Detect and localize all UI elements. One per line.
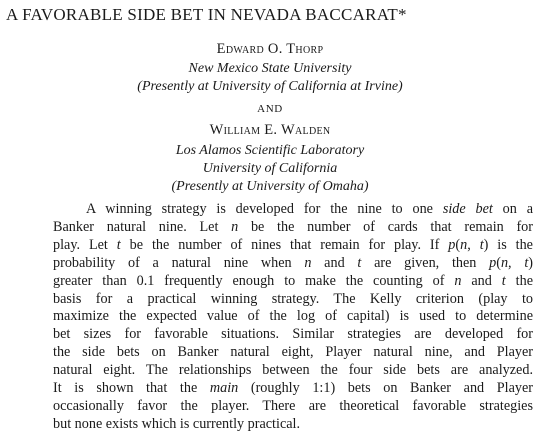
abstract-italic-term: t bbox=[501, 272, 506, 289]
abstract-line bbox=[53, 291, 533, 309]
abstract-italic-term: t bbox=[357, 254, 362, 271]
abstract-text: maximize the expected value of the log of capital) is used to determine bbox=[53, 308, 533, 325]
abstract-text: and bbox=[461, 272, 502, 289]
abstract-line bbox=[53, 344, 533, 362]
author-1-affiliation-1: New Mexico State University bbox=[188, 61, 352, 76]
abstract-text: be the number of cards that remain for bbox=[238, 218, 533, 235]
abstract-text: ( bbox=[455, 236, 461, 253]
abstract-italic-term: n bbox=[231, 218, 239, 235]
abstract-italic-term: p bbox=[448, 236, 456, 253]
abstract-italic-term: n bbox=[460, 236, 468, 253]
abstract-body bbox=[53, 201, 533, 434]
abstract-text: Banker natural nine. Let bbox=[53, 218, 232, 235]
abstract-text: bet sizes for favorable situations. Similar strategies are developed for bbox=[53, 326, 533, 343]
abstract-italic-term: n bbox=[454, 272, 462, 289]
abstract-text: play. Let bbox=[53, 236, 117, 253]
abstract-line bbox=[53, 308, 533, 326]
abstract-text: A winning strategy is developed for the nine to one bbox=[86, 201, 443, 217]
abstract-line bbox=[53, 255, 533, 273]
abstract-italic-term: p bbox=[489, 254, 497, 271]
abstract-text: the side bets on Banker natural eight, Player natural nine, and Player bbox=[53, 344, 533, 361]
abstract-text: occasionally favor the player. There are theoretical favorable strategies bbox=[53, 397, 533, 414]
abstract-line bbox=[53, 219, 533, 237]
abstract-italic-term: t bbox=[116, 236, 121, 253]
author-1-affiliation-2: (Presently at University of California at Irvine) bbox=[137, 79, 403, 94]
author-2-affiliation-2: University of California bbox=[202, 161, 338, 176]
abstract-text: on a bbox=[492, 201, 533, 217]
and-separator: AND bbox=[257, 103, 283, 115]
abstract-italic-term: t bbox=[524, 254, 529, 271]
abstract-line bbox=[53, 416, 533, 434]
abstract-line bbox=[53, 273, 533, 291]
abstract-line bbox=[53, 237, 533, 255]
abstract-text: ) bbox=[528, 254, 534, 271]
abstract-text: ) is the bbox=[483, 236, 533, 253]
abstract-text: natural eight. The relationships between the four side bets are analyzed. bbox=[53, 362, 533, 379]
abstract-text: and bbox=[311, 254, 358, 271]
author-name-1: Edward O. Thorp bbox=[216, 41, 324, 57]
abstract-text: , bbox=[508, 254, 525, 271]
abstract-text: be the number of nines that remain for play. If bbox=[120, 236, 449, 253]
abstract-line bbox=[53, 398, 533, 416]
author-name-2: William E. Walden bbox=[209, 122, 331, 138]
abstract-text: probability of a natural nine when bbox=[53, 254, 305, 271]
author-2-affiliation-1: Los Alamos Scientific Laboratory bbox=[175, 143, 365, 158]
abstract-italic-term: n bbox=[500, 254, 509, 271]
abstract-text: It is shown that the bbox=[53, 380, 210, 397]
abstract-text: are given, then bbox=[361, 254, 490, 271]
abstract-text: basis for a practical winning strategy. The Kelly criterion (play to bbox=[53, 290, 533, 307]
abstract-text: (roughly 1:1) bets on Banker and Player bbox=[238, 380, 533, 397]
abstract-line bbox=[53, 201, 533, 219]
author-2-affiliation-3: (Presently at University of Omaha) bbox=[171, 179, 369, 194]
abstract-text: greater than 0.1 frequently enough to make the counting of bbox=[53, 272, 455, 289]
abstract-line bbox=[53, 380, 533, 398]
abstract-text: but none exists which is currently practical. bbox=[53, 415, 301, 432]
abstract-italic-term: side bet bbox=[442, 201, 493, 217]
abstract-line bbox=[53, 362, 533, 380]
abstract-italic-term: main bbox=[209, 380, 239, 397]
abstract-line bbox=[53, 326, 533, 344]
abstract-text: , bbox=[467, 236, 480, 253]
abstract-text: ( bbox=[496, 254, 501, 271]
paper-title: A FAVORABLE SIDE BET IN NEVADA BACCARAT* bbox=[6, 5, 407, 24]
abstract-text: the bbox=[505, 272, 533, 289]
abstract-italic-term: n bbox=[304, 254, 312, 271]
abstract-italic-term: t bbox=[479, 236, 484, 253]
